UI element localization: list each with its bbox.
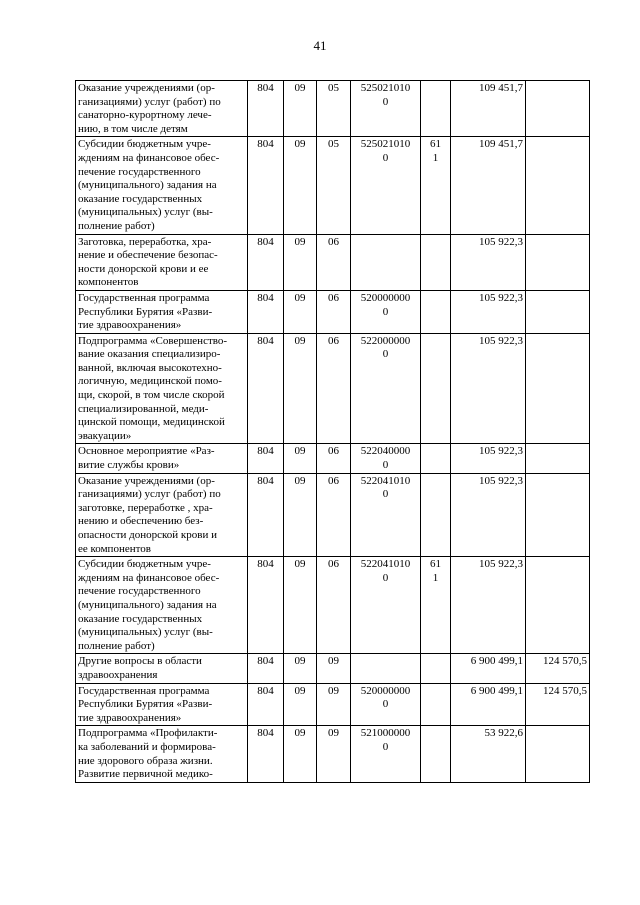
table-row — [76, 137, 590, 234]
target-article-cell: 525021010 0 — [351, 81, 421, 137]
section-code-cell: 09 — [284, 333, 317, 444]
row-name-cell: Государственная программа Республики Бурятия «Разви- тие здравоохранения» — [76, 290, 248, 333]
federal-amount-cell — [526, 726, 590, 782]
row-name-cell: Оказание учреждениями (ор- ганизациями) услуг (работ) по заготовке, переработке , хра- нению и обеспечению без- опасности донорской крови и ее компонентов — [76, 473, 248, 557]
section-code-cell: 09 — [284, 726, 317, 782]
target-article-cell: 520000000 0 — [351, 683, 421, 726]
target-article-cell: 521000000 0 — [351, 726, 421, 782]
section-code-cell: 09 — [284, 557, 317, 654]
row-name-cell: Подпрограмма «Профилакти- ка заболеваний и формирова- ние здорового образа жизни. Развитие первичной медико- — [76, 726, 248, 782]
subsection-code-cell: 06 — [317, 234, 351, 290]
expense-type-cell — [421, 290, 451, 333]
expense-type-cell: 61 1 — [421, 557, 451, 654]
section-code-cell: 09 — [284, 683, 317, 726]
table-row — [76, 473, 590, 557]
amount-cell: 6 900 499,1 — [451, 654, 526, 683]
subsection-code-cell: 06 — [317, 333, 351, 444]
row-name-cell: Субсидии бюджетным учре- ждениям на финансовое обес- печение государственного (муниципального) задания на оказание государственных (муниципальных) услуг (вы- полнение работ) — [76, 137, 248, 234]
target-article-cell — [351, 654, 421, 683]
federal-amount-cell — [526, 333, 590, 444]
page-number: 41 — [313, 38, 327, 53]
subsection-code-cell: 06 — [317, 557, 351, 654]
target-article-cell: 522000000 0 — [351, 333, 421, 444]
ved-code-cell: 804 — [248, 234, 284, 290]
subsection-code-cell: 09 — [317, 654, 351, 683]
ved-code-cell: 804 — [248, 137, 284, 234]
table-row — [76, 654, 590, 683]
federal-amount-cell — [526, 234, 590, 290]
target-article-cell — [351, 234, 421, 290]
subsection-code-cell: 09 — [317, 726, 351, 782]
target-article-cell: 525021010 0 — [351, 137, 421, 234]
federal-amount-cell: 124 570,5 — [526, 683, 590, 726]
expense-type-cell — [421, 726, 451, 782]
ved-code-cell: 804 — [248, 473, 284, 557]
table-row — [76, 726, 590, 782]
ved-code-cell: 804 — [248, 290, 284, 333]
federal-amount-cell: 124 570,5 — [526, 654, 590, 683]
row-name-cell: Другие вопросы в области здравоохранения — [76, 654, 248, 683]
row-name-cell: Основное мероприятие «Раз- витие службы крови» — [76, 444, 248, 473]
federal-amount-cell — [526, 473, 590, 557]
expense-type-cell — [421, 333, 451, 444]
amount-cell: 105 922,3 — [451, 290, 526, 333]
row-name-cell: Субсидии бюджетным учре- ждениям на финансовое обес- печение государственного (муниципального) задания на оказание государственных (муниципальных) услуг (вы- полнение работ) — [76, 557, 248, 654]
section-code-cell: 09 — [284, 137, 317, 234]
section-code-cell: 09 — [284, 234, 317, 290]
expense-type-cell — [421, 683, 451, 726]
subsection-code-cell: 05 — [317, 81, 351, 137]
amount-cell: 105 922,3 — [451, 234, 526, 290]
ved-code-cell: 804 — [248, 444, 284, 473]
target-article-cell: 520000000 0 — [351, 290, 421, 333]
table-row — [76, 683, 590, 726]
ved-code-cell: 804 — [248, 557, 284, 654]
table-row — [76, 444, 590, 473]
section-code-cell: 09 — [284, 81, 317, 137]
expense-type-cell — [421, 473, 451, 557]
subsection-code-cell: 06 — [317, 444, 351, 473]
table-row — [76, 81, 590, 137]
amount-cell: 105 922,3 — [451, 333, 526, 444]
amount-cell: 105 922,3 — [451, 473, 526, 557]
federal-amount-cell — [526, 290, 590, 333]
target-article-cell: 522041010 0 — [351, 473, 421, 557]
expense-type-cell — [421, 81, 451, 137]
ved-code-cell: 804 — [248, 81, 284, 137]
expense-type-cell: 61 1 — [421, 137, 451, 234]
target-article-cell: 522040000 0 — [351, 444, 421, 473]
subsection-code-cell: 09 — [317, 683, 351, 726]
federal-amount-cell — [526, 557, 590, 654]
expense-type-cell — [421, 444, 451, 473]
amount-cell: 109 451,7 — [451, 81, 526, 137]
section-code-cell: 09 — [284, 444, 317, 473]
table-row — [76, 290, 590, 333]
amount-cell: 105 922,3 — [451, 557, 526, 654]
table-row — [76, 333, 590, 444]
amount-cell: 105 922,3 — [451, 444, 526, 473]
expense-type-cell — [421, 234, 451, 290]
row-name-cell: Заготовка, переработка, хра- нение и обеспечение безопас- ности донорской крови и ее компонентов — [76, 234, 248, 290]
ved-code-cell: 804 — [248, 683, 284, 726]
budget-table — [75, 80, 590, 783]
row-name-cell: Оказание учреждениями (ор- ганизациями) услуг (работ) по санаторно-курортному лече- нию, в том числе детям — [76, 81, 248, 137]
table-row — [76, 234, 590, 290]
subsection-code-cell: 05 — [317, 137, 351, 234]
federal-amount-cell — [526, 81, 590, 137]
row-name-cell: Государственная программа Республики Бурятия «Разви- тие здравоохранения» — [76, 683, 248, 726]
federal-amount-cell — [526, 137, 590, 234]
amount-cell: 53 922,6 — [451, 726, 526, 782]
section-code-cell: 09 — [284, 654, 317, 683]
table-row — [76, 557, 590, 654]
ved-code-cell: 804 — [248, 726, 284, 782]
subsection-code-cell: 06 — [317, 473, 351, 557]
amount-cell: 109 451,7 — [451, 137, 526, 234]
ved-code-cell: 804 — [248, 654, 284, 683]
ved-code-cell: 804 — [248, 333, 284, 444]
subsection-code-cell: 06 — [317, 290, 351, 333]
expense-type-cell — [421, 654, 451, 683]
federal-amount-cell — [526, 444, 590, 473]
target-article-cell: 522041010 0 — [351, 557, 421, 654]
row-name-cell: Подпрограмма «Совершенство- вание оказания специализиро- ванной, включая высокотехно- логичную, медицинской помо- щи, скорой, в том числе скорой специализированной, меди- цинской помощи, медицинской эвакуации» — [76, 333, 248, 444]
amount-cell: 6 900 499,1 — [451, 683, 526, 726]
section-code-cell: 09 — [284, 473, 317, 557]
section-code-cell: 09 — [284, 290, 317, 333]
